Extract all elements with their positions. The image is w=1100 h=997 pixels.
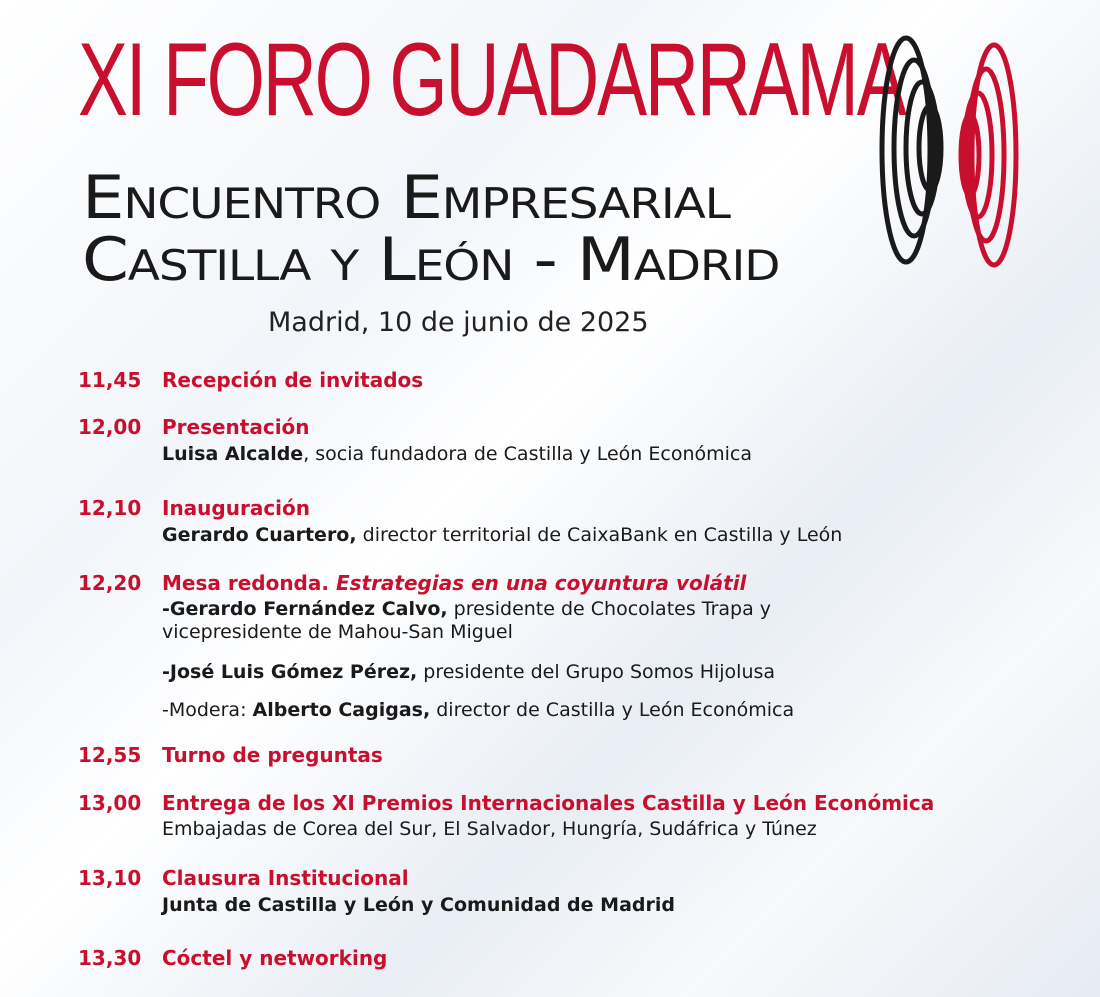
agenda-detail (162, 598, 771, 620)
agenda-time: 13,00 (78, 791, 142, 815)
speaker-role: director de Castilla y León Económica (430, 699, 795, 721)
agenda-detail (162, 443, 752, 465)
speaker-name: -José Luis Gómez Pérez, (162, 661, 418, 683)
event-subtitle-line1: Encuentro Empresarial (82, 163, 730, 233)
agenda-title-italic: Estrategias en una coyuntura volátil (335, 571, 747, 595)
speaker-name: Gerardo Cuartero, (162, 524, 357, 546)
agenda-title: Presentación (162, 415, 310, 439)
agenda-detail (162, 621, 513, 643)
agenda-title: Entrega de los XI Premios Internacionales Castilla y León Económica (162, 791, 935, 815)
event-date: Madrid, 10 de junio de 2025 (268, 307, 649, 338)
speaker-role: presidente del Grupo Somos Hijolusa (417, 661, 776, 683)
agenda-detail (162, 894, 675, 916)
agenda-title: Recepción de invitados (162, 368, 424, 392)
agenda-time: 11,45 (78, 368, 142, 392)
speaker-name: -Gerardo Fernández Calvo, (162, 598, 448, 620)
agenda-title: Cóctel y networking (162, 946, 388, 970)
speaker-role: vicepresidente de Mahou-San Miguel (162, 621, 513, 643)
agenda-time: 12,10 (78, 496, 142, 520)
agenda-detail (162, 818, 817, 840)
speaker-name: Alberto Cagigas, (252, 699, 431, 721)
agenda-time: 12,55 (78, 743, 142, 767)
agenda-time: 13,10 (78, 866, 142, 890)
agenda-title: Clausura Institucional (162, 866, 409, 890)
agenda-title: Turno de preguntas (162, 743, 383, 767)
event-subtitle-line2: Castilla y León - Madrid (82, 225, 780, 295)
event-title: XI FORO GUADARRAMA (78, 22, 905, 138)
speaker-name: Luisa Alcalde (162, 443, 304, 465)
agenda-title (162, 571, 746, 595)
agenda-time: 12,20 (78, 571, 142, 595)
agenda-detail (162, 699, 794, 721)
agenda-title-main: Mesa redonda. (162, 571, 329, 595)
agenda-detail (162, 524, 842, 546)
speaker-role: , socia fundadora de Castilla y León Económica (303, 443, 752, 465)
agenda-detail (162, 661, 775, 683)
institutions: Junta de Castilla y León y Comunidad de Madrid (162, 894, 675, 916)
forum-logo-rings (870, 30, 1030, 280)
agenda-title: Inauguración (162, 496, 311, 520)
speaker-role: director territorial de CaixaBank en Castilla y León (356, 524, 843, 546)
agenda-time: 12,00 (78, 415, 142, 439)
speaker-role: presidente de Chocolates Trapa y (447, 598, 772, 620)
moderator-prefix: -Modera: (162, 699, 253, 721)
agenda-time: 13,30 (78, 946, 142, 970)
award-recipients: Embajadas de Corea del Sur, El Salvador, Hungría, Sudáfrica y Túnez (162, 818, 817, 840)
